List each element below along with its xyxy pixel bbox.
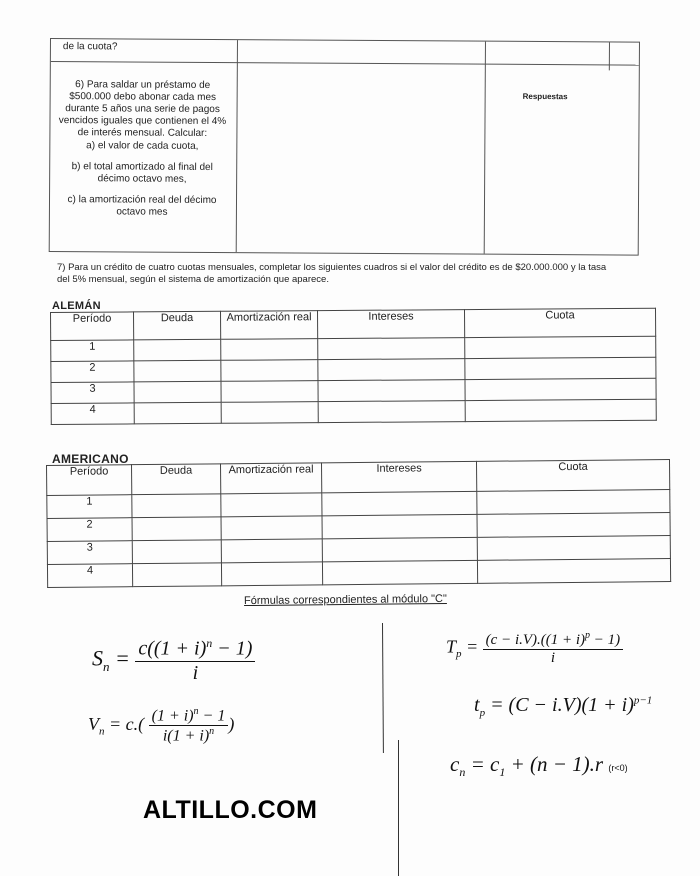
input-cell[interactable]	[465, 357, 656, 379]
period-cell: 3	[47, 541, 132, 565]
input-cell[interactable]	[322, 537, 477, 561]
input-cell[interactable]	[221, 339, 318, 361]
input-cell[interactable]	[318, 401, 465, 423]
answers-label: Respuestas	[522, 91, 568, 102]
formula-sn: $S_n$ = $\frac{c((1 + i)^n - 1)}{i}$	[92, 636, 255, 685]
americano-table	[46, 459, 671, 588]
input-cell[interactable]	[477, 536, 670, 561]
period-cell: 1	[51, 340, 134, 362]
period-cell: 2	[47, 518, 132, 542]
period-cell: 3	[51, 382, 134, 404]
formula-divider	[398, 740, 399, 876]
header-deuda: Deuda	[134, 311, 221, 340]
input-cell[interactable]	[134, 381, 221, 403]
header-amortizacion: Amortización real	[220, 311, 317, 340]
period-cell: 1	[47, 495, 132, 519]
header-deuda: Deuda	[132, 464, 221, 495]
input-cell[interactable]	[477, 559, 670, 584]
input-cell[interactable]	[465, 336, 656, 358]
input-cell[interactable]	[477, 490, 670, 515]
input-cell[interactable]	[465, 378, 656, 400]
question-6-part-c: c) la amortización real del décimo octavo mes	[67, 194, 217, 218]
row-divider	[51, 61, 639, 66]
formulas-title: Fórmulas correspondientes al módulo "C"	[243, 592, 447, 608]
header-periodo: Período	[51, 312, 134, 341]
input-cell[interactable]	[132, 517, 221, 541]
formula-vn: $V_n = c$.( $\frac{(1 + i)^n - 1}{i(1 + i)^n}$ )	[88, 706, 235, 745]
input-cell[interactable]	[221, 402, 318, 424]
formula-Tp: $T_p$ = $\frac{(c - i.V).((1 + i)^p - 1)}{i}$	[446, 630, 623, 667]
column-divider	[236, 40, 238, 252]
header-periodo: Período	[47, 465, 132, 496]
period-cell: 2	[51, 361, 134, 383]
aleman-table-title: ALEMÁN	[52, 300, 101, 312]
formula-tp: $t_p = (C - i.V)(1 + i)^{p-1}$	[474, 694, 653, 719]
input-cell[interactable]	[322, 560, 477, 584]
input-cell[interactable]	[322, 514, 477, 538]
header-intereses: Intereses	[317, 310, 464, 339]
formula-divider	[382, 623, 384, 753]
formula-cn-note: (r<0)	[608, 763, 628, 773]
input-cell[interactable]	[134, 402, 221, 424]
formula-cn: $c_n = c_1 + (n - 1).r$ (r<0)	[450, 752, 628, 780]
header-amortizacion: Amortización real	[220, 463, 321, 494]
input-cell[interactable]	[465, 399, 656, 421]
watermark-logo: ALTILLO.COM	[143, 796, 318, 824]
column-divider	[609, 42, 610, 70]
previous-question-fragment: de la cuota?	[62, 41, 118, 53]
input-cell[interactable]	[318, 338, 465, 360]
header-cuota: Cuota	[464, 308, 655, 337]
input-cell[interactable]	[318, 359, 465, 381]
question-6-statement: 6) Para saldar un préstamo de $500.000 debo abonar cada mes durante 5 años una serie de pagos vencidos iguales que contienen el 4% de interés mensual. Calcular:	[58, 79, 227, 139]
question-6-part-a: a) el valor de cada cuota,	[86, 140, 199, 152]
question-6-text	[56, 79, 229, 228]
input-cell[interactable]	[132, 494, 221, 518]
input-cell[interactable]	[318, 380, 465, 402]
input-cell[interactable]	[134, 360, 221, 382]
column-divider	[484, 42, 486, 254]
period-cell: 4	[51, 403, 134, 425]
input-cell[interactable]	[132, 540, 221, 564]
question-6-box	[49, 38, 640, 256]
aleman-table	[50, 308, 657, 425]
input-cell[interactable]	[221, 360, 318, 382]
input-cell[interactable]	[322, 491, 477, 515]
question-7-text: 7) Para un crédito de cuatro cuotas mensuales, completar los siguientes cuadros si el valor del crédito es de $20.000.000 y la tasa del 5% mensual, según el sistema de amortización que aparece.	[57, 262, 607, 285]
question-6-part-b: b) el total amortizado al final del décimo octavo mes,	[71, 161, 213, 185]
input-cell[interactable]	[221, 516, 322, 540]
input-cell[interactable]	[132, 563, 221, 587]
input-cell[interactable]	[221, 381, 318, 403]
input-cell[interactable]	[221, 562, 322, 586]
input-cell[interactable]	[221, 539, 322, 563]
input-cell[interactable]	[477, 513, 670, 538]
americano-table-title: AMERICANO	[52, 452, 129, 466]
header-cuota: Cuota	[476, 460, 669, 492]
period-cell: 4	[47, 564, 132, 588]
input-cell[interactable]	[221, 493, 322, 517]
input-cell[interactable]	[134, 339, 221, 361]
header-intereses: Intereses	[321, 461, 476, 492]
